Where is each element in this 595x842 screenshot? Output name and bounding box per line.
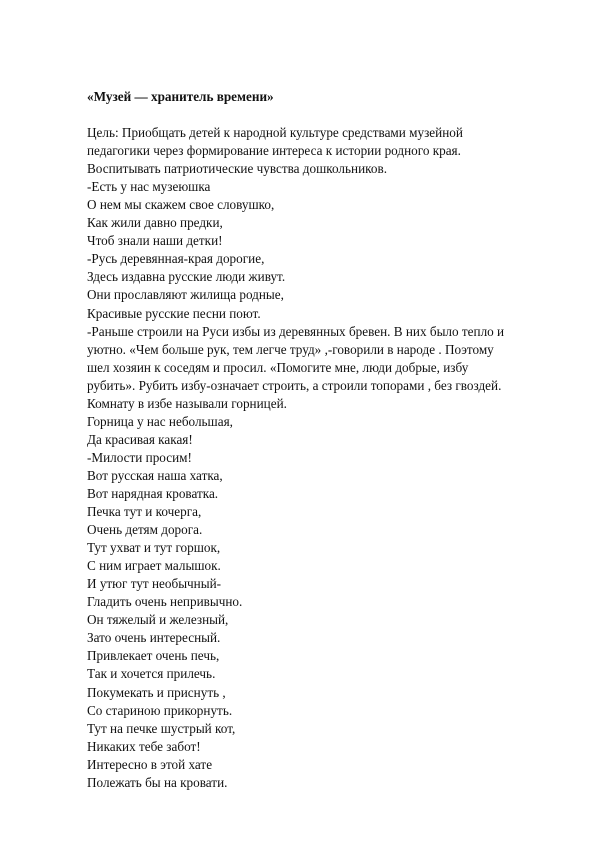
document-body	[87, 88, 557, 792]
text-line: Так и хочется прилечь.	[87, 666, 216, 682]
text-line: шел хозяин к соседям и просил. «Помогите мне, люди добрые, избу	[87, 359, 469, 375]
text-line: Вот русская наша хатка,	[87, 467, 223, 483]
text-line: Да красивая какая!	[87, 431, 193, 447]
text-line: Покумекать и приснуть ,	[87, 684, 226, 700]
text-line: Тут на печке шустрый кот,	[87, 720, 236, 736]
text-line: -Милости просим!	[87, 449, 192, 465]
text-line: Цель: Приобщать детей к народной культуре средствами музейной	[87, 125, 463, 141]
text-line: уютно. «Чем больше рук, тем легче труд» ,-говорили в народе . Поэтому	[87, 341, 494, 357]
text-line: Гладить очень непривычно.	[87, 594, 243, 610]
text-line: Здесь издавна русские люди живут.	[87, 269, 286, 285]
text-line: рубить». Рубить избу-означает строить, а строили топорами , без гвоздей.	[87, 377, 502, 393]
text-line: -Русь деревянная-края дорогие,	[87, 251, 265, 267]
text-line: Воспитывать патриотические чувства дошкольников.	[87, 161, 387, 177]
text-line: -Раньше строили на Руси избы из деревянных бревен. В них было тепло и	[87, 323, 505, 339]
text-line: Никаких тебе забот!	[87, 738, 201, 754]
text-line: Печка тут и кочерга,	[87, 504, 202, 520]
title-spacer	[87, 106, 557, 124]
text-line: Вот нарядная кроватка.	[87, 485, 219, 501]
text-line: И утюг тут необычный-	[87, 576, 222, 592]
text-line: Горница у нас небольшая,	[87, 413, 233, 429]
text-line: Они прославляют жилища родные,	[87, 287, 284, 303]
text-line: Со стариною прикорнуть.	[87, 702, 233, 718]
text-line: Как жили давно предки,	[87, 215, 223, 231]
text-line: Привлекает очень печь,	[87, 648, 220, 664]
text-line: Красивые русские песни поют.	[87, 305, 261, 321]
text-line: Чтоб знали наши детки!	[87, 233, 223, 249]
text-line: педагогики через формирование интереса к истории родного края.	[87, 143, 461, 159]
text-line: Полежать бы на кровати.	[87, 774, 228, 790]
document-title: «Музей — хранитель времени»	[87, 89, 274, 104]
text-line: Комнату в избе называли горницей.	[87, 395, 287, 411]
text-line: Зато очень интересный.	[87, 630, 221, 646]
text-line: Тут ухват и тут горшок,	[87, 540, 221, 556]
text-line: Интересно в этой хате	[87, 756, 213, 772]
text-line: С ним играет малышок.	[87, 558, 221, 574]
text-line: -Есть у нас музеюшка	[87, 179, 211, 195]
document-text	[87, 124, 557, 792]
text-line: Очень детям дорога.	[87, 522, 203, 538]
text-line: О нем мы скажем свое словушко,	[87, 197, 275, 213]
text-line: Он тяжелый и железный,	[87, 612, 229, 628]
